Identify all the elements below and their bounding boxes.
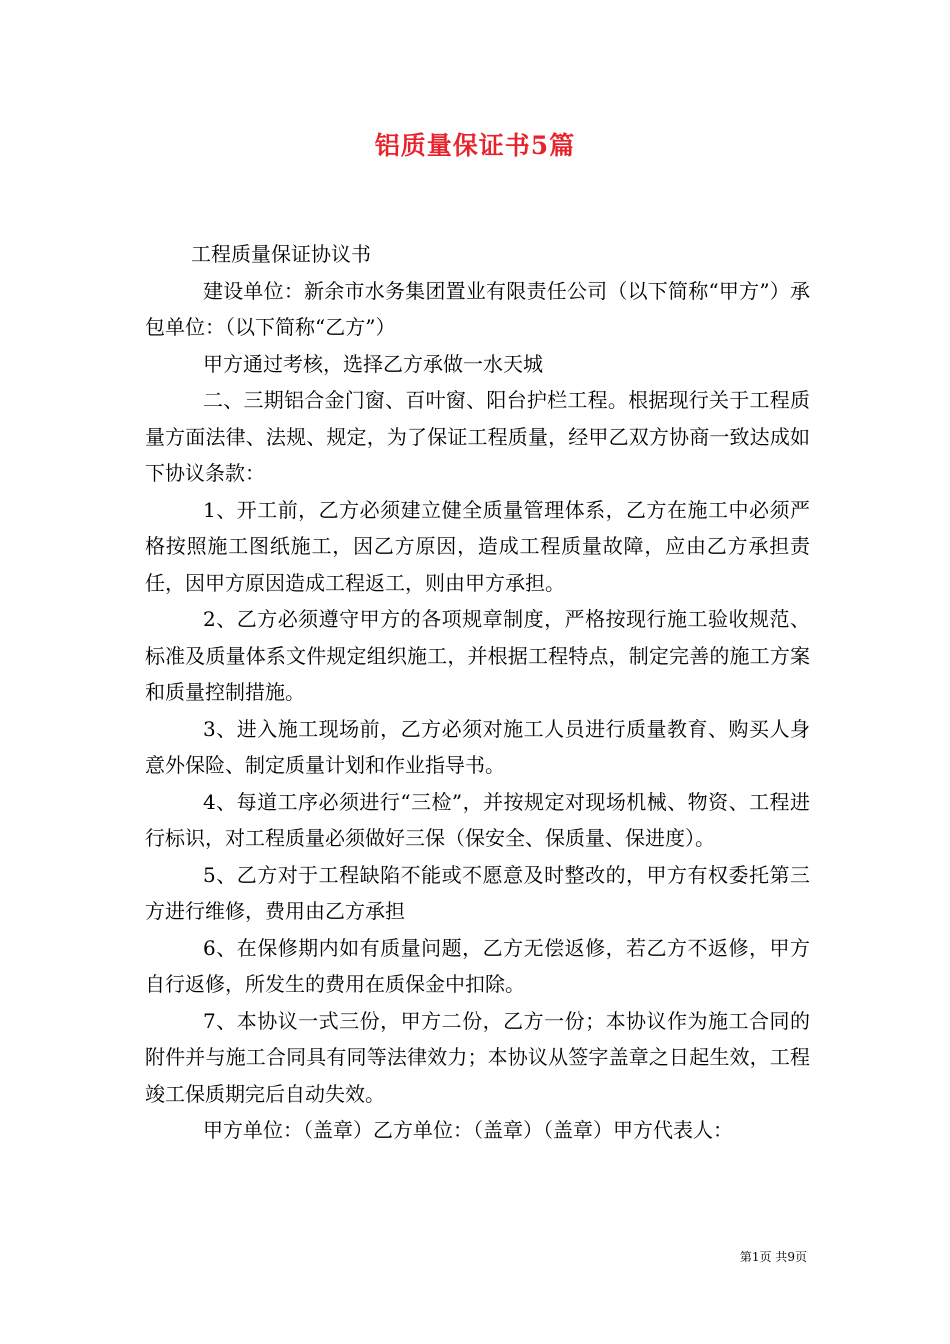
clause-6: 6、在保修期内如有质量问题，乙方无偿返修，若乙方不返修，甲方自行返修，所发生的费用在质保金中扣除。	[145, 935, 810, 996]
document-body	[145, 236, 810, 1149]
paragraph-scope: 二、三期铝合金门窗、百叶窗、阳台护栏工程。根据现行关于工程质量方面法律、法规、规定，为了保证工程质量，经甲乙双方协商一致达成如下协议条款：	[145, 388, 810, 485]
paragraph-parties: 建设单位：新余市水务集团置业有限责任公司（以下简称“甲方”）承包单位：（以下简称“乙方”）	[145, 278, 810, 339]
paragraph-selection: 甲方通过考核，选择乙方承做一水天城	[203, 351, 543, 376]
clause-3: 3、进入施工现场前，乙方必须对施工人员进行质量教育、购买人身意外保险、制定质量计划和作业指导书。	[145, 716, 810, 777]
agreement-heading: 工程质量保证协议书	[191, 242, 371, 266]
clause-1: 1、开工前，乙方必须建立健全质量管理体系，乙方在施工中必须严格按照施工图纸施工，因乙方原因，造成工程质量故障，应由乙方承担责任，因甲方原因造成工程返工，则由甲方承担。	[145, 497, 810, 595]
clause-2: 2、乙方必须遵守甲方的各项规章制度，严格按现行施工验收规范、标准及质量体系文件规定组织施工，并根据工程特点，制定完善的施工方案和质量控制措施。	[145, 607, 810, 704]
document-title: 铝质量保证书5篇	[374, 131, 576, 160]
signature-line: 甲方单位：（盖章）乙方单位：（盖章）（盖章）甲方代表人：	[203, 1118, 733, 1142]
clause-4: 4、每道工序必须进行“三检”，并按规定对现场机械、物资、工程进行标识，对工程质量必须做好三保（保安全、保质量、保进度）。	[145, 789, 810, 850]
clause-5: 5、乙方对于工程缺陷不能或不愿意及时整改的，甲方有权委托第三方进行维修，费用由乙方承担	[145, 862, 810, 923]
page-number: 第1页 共9页	[739, 1250, 807, 1264]
clause-7: 7、本协议一式三份，甲方二份，乙方一份；本协议作为施工合同的附件并与施工合同具有同等法律效力；本协议从签字盖章之日起生效，工程竣工保质期完后自动失效。	[145, 1008, 810, 1106]
